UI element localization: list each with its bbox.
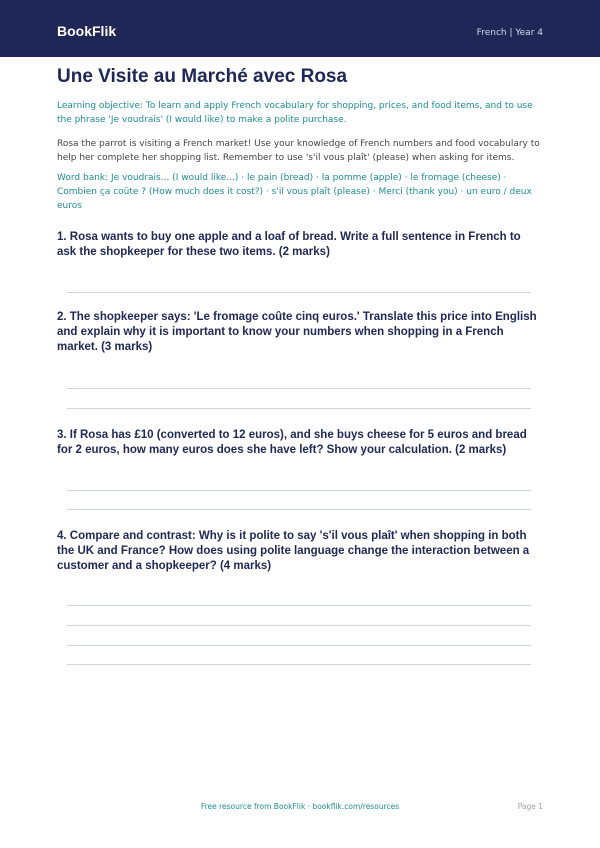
answer-line[interactable] [67,509,531,510]
answer-line[interactable] [67,605,531,606]
footer-credit[interactable]: Free resource from BookFlik · bookflik.com/resources [200,802,400,811]
answer-line[interactable] [67,645,531,646]
word-bank: Word bank: Je voudrais... (I would like...) · le pain (bread) · la pomme (apple) · le fromage (cheese) · Combien ça coûte ? (How much does it cost?) · s'il vous plaît (please) · Merci (thank you) · un euro / deux euros [57,173,532,211]
question-4: 4. Compare and contrast: Why is it polite to say 's'il vous plaît' when shopping in both the UK and France? How does using polite language change the interaction between a customer and a shopkeeper? (4 marks) [57,530,530,572]
question-2: 2. The shopkeeper says: 'Le fromage coûte cinq euros.' Translate this price into English and explain why it is important to know your numbers when shopping in a French market. (3 marks) [57,311,537,353]
answer-line[interactable] [67,408,531,409]
brand-logo-text[interactable]: BookFlik [57,23,117,39]
header-bar [0,0,600,57]
question-3: 3. If Rosa has £10 (converted to 12 euros), and she buys cheese for 5 euros and bread for 2 euros, how many euros does she have left? Show your calculation. (2 marks) [57,429,527,456]
page-number: Page 1 [517,802,543,811]
answer-line[interactable] [67,388,531,389]
question-1: 1. Rosa wants to buy one apple and a loaf of bread. Write a full sentence in French to ask the shopkeeper for these two items. (2 marks) [57,231,521,258]
answer-line[interactable] [67,490,531,491]
answer-line[interactable] [67,625,531,626]
learning-objective: Learning objective: To learn and apply French vocabulary for shopping, prices, and food items, and to use the phrase 'Je voudrais' (I would like) to make a polite purchase. [57,101,533,125]
answer-line[interactable] [67,664,531,665]
intro-paragraph: Rosa the parrot is visiting a French market! Use your knowledge of French numbers and food vocabulary to help her complete her shopping list. Remember to use 's'il vous plaît' (please) when asking for items. [57,139,540,163]
worksheet-title: Une Visite au Marché avec Rosa [57,66,348,87]
answer-line[interactable] [67,292,531,293]
subject-year-label: French | Year 4 [476,28,543,38]
